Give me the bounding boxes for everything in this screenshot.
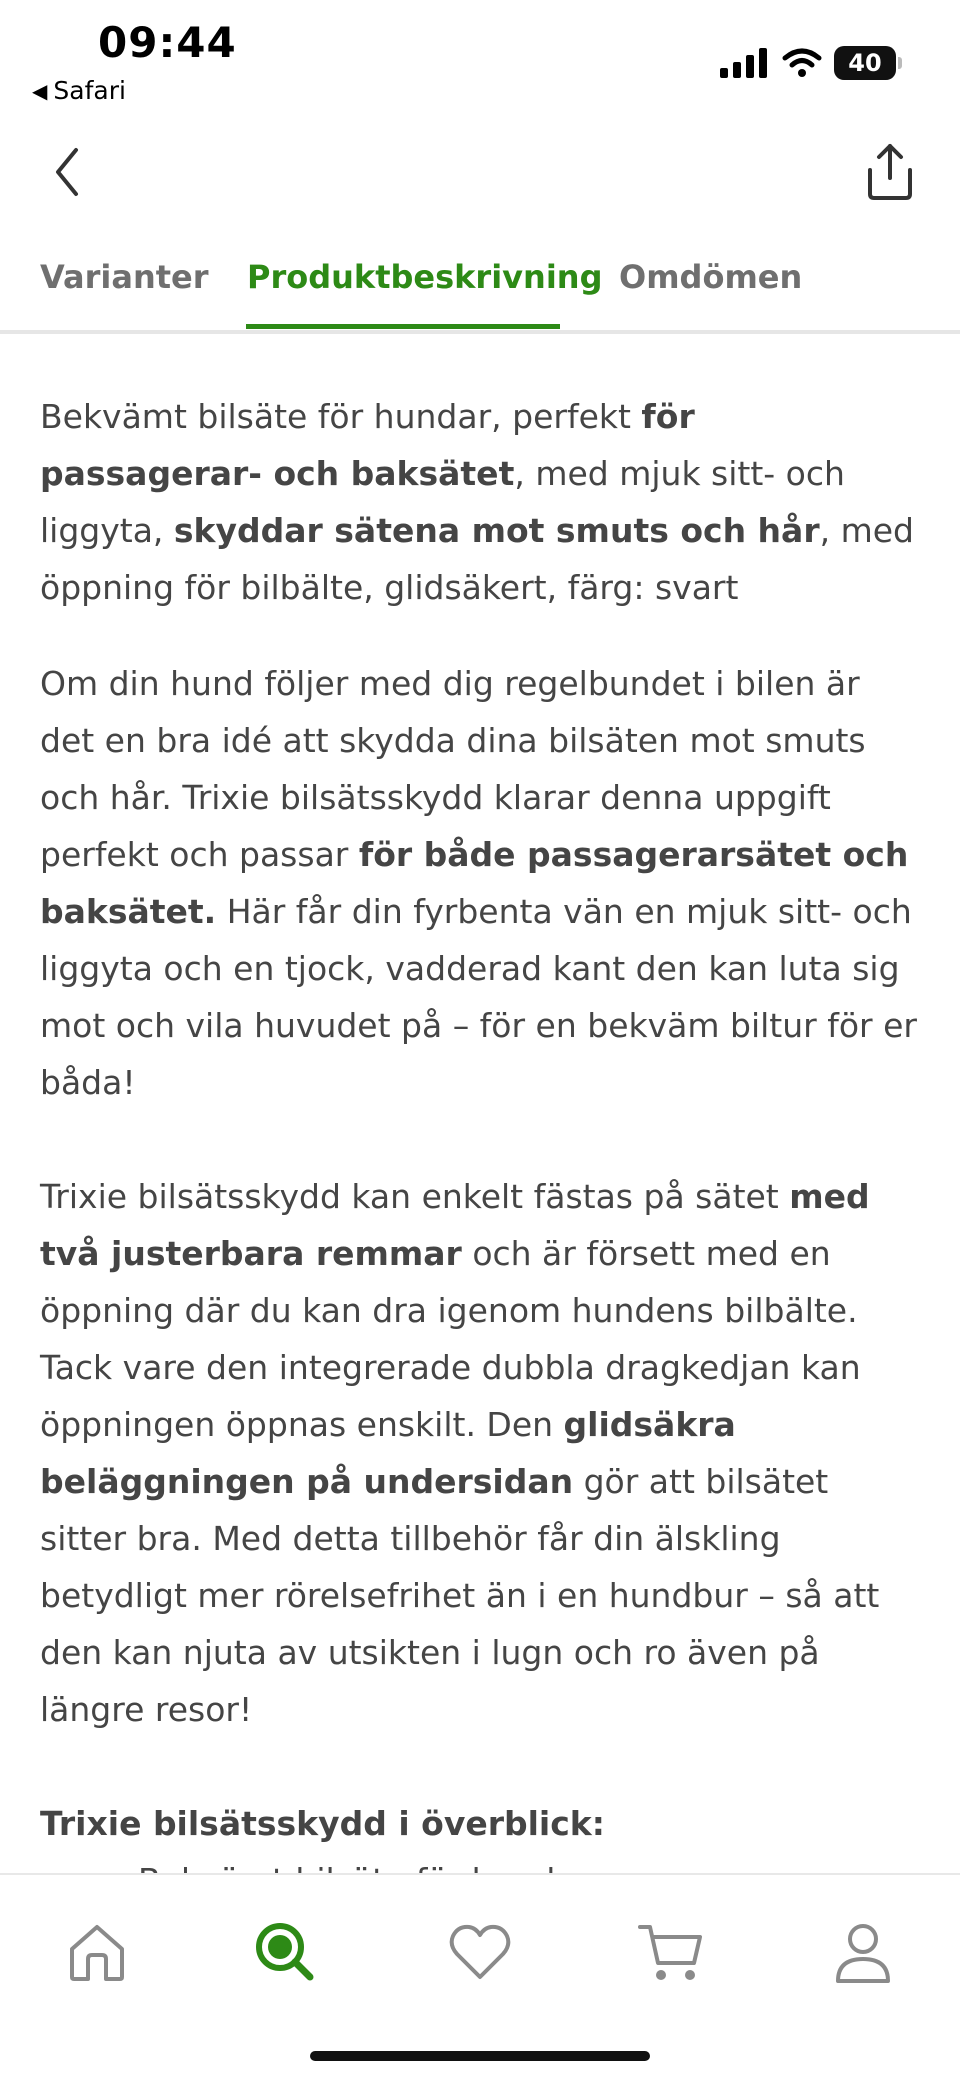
clock: 09:44: [98, 18, 237, 67]
tab-varianter[interactable]: Varianter: [40, 258, 209, 296]
active-tab-indicator: [246, 324, 560, 329]
home-indicator: [310, 2051, 650, 2061]
description-paragraph-3: [40, 1168, 920, 1738]
back-app-label: Safari: [53, 76, 126, 105]
navigation-bar: [0, 130, 960, 210]
bold-text: skyddar sätena mot smuts och hår: [173, 511, 820, 550]
text: Här får din fyrbenta vän en mjuk sitt- och liggyta och en tjock, vadderad kant den kan luta sig mot och vila huvudet på – för en bekväm biltur för er båda!: [40, 892, 917, 1102]
product-description: [40, 388, 920, 2080]
description-paragraph-2: [40, 655, 920, 1111]
cart-icon[interactable]: [636, 1917, 706, 1987]
tab-omdomen[interactable]: Omdömen: [619, 258, 803, 296]
back-triangle-icon: ◀: [32, 78, 48, 103]
wifi-icon: [782, 48, 822, 78]
home-icon[interactable]: [62, 1917, 132, 1987]
text: Om din hund följer med dig regelbundet i bilen är det en bra idé att skydda dina bilsäten mot smuts och hår. Trixie bilsätsskydd klarar denna uppgift perfekt och passar: [40, 664, 866, 874]
bold-text: glidsäkra beläggningen på undersidan: [40, 1405, 736, 1501]
text: och är försett med en öppning där du kan dra igenom hundens bilbälte. Tack vare den integrerade dubbla dragkedjan kan öppningen öppnas enskilt. Den: [40, 1234, 861, 1444]
tab-bar: [0, 240, 960, 334]
system-icons: [720, 46, 896, 80]
heart-icon[interactable]: [445, 1917, 515, 1987]
share-icon[interactable]: [860, 140, 920, 204]
bold-text: med två justerbara remmar: [40, 1177, 870, 1273]
bottom-navigation: [0, 1873, 960, 2080]
tab-produktbeskrivning[interactable]: Produktbeskrivning: [247, 258, 603, 296]
bold-text: för passagerar- och baksätet: [40, 397, 695, 493]
signal-icon: [720, 48, 770, 78]
description-paragraph-1: [40, 388, 920, 616]
back-to-safari[interactable]: [32, 76, 126, 105]
text: , med mjuk sitt- och liggyta,: [40, 454, 845, 550]
overview-heading-text: Trixie bilsätsskydd i överblick:: [40, 1804, 605, 1843]
status-bar: [0, 0, 960, 120]
text: , med öppning för bilbälte, glidsäkert, färg: svart: [40, 511, 914, 607]
text: Trixie bilsätsskydd kan enkelt fästas på sätet: [40, 1177, 790, 1216]
text: gör att bilsätet sitter bra. Med detta tillbehör får din älskling betydligt mer rörelsefrihet än i en hundbur – så att den kan njuta av utsikten i lugn och ro även på längre resor!: [40, 1462, 880, 1729]
search-icon[interactable]: [250, 1917, 320, 1987]
back-chevron-icon[interactable]: [44, 142, 94, 202]
battery-indicator: 40: [834, 46, 896, 80]
bold-text: för både passagerarsätet och baksätet.: [40, 835, 909, 931]
profile-icon[interactable]: [828, 1917, 898, 1987]
text: Bekvämt bilsäte för hundar, perfekt: [40, 397, 642, 436]
overview-heading: [40, 1795, 920, 1852]
